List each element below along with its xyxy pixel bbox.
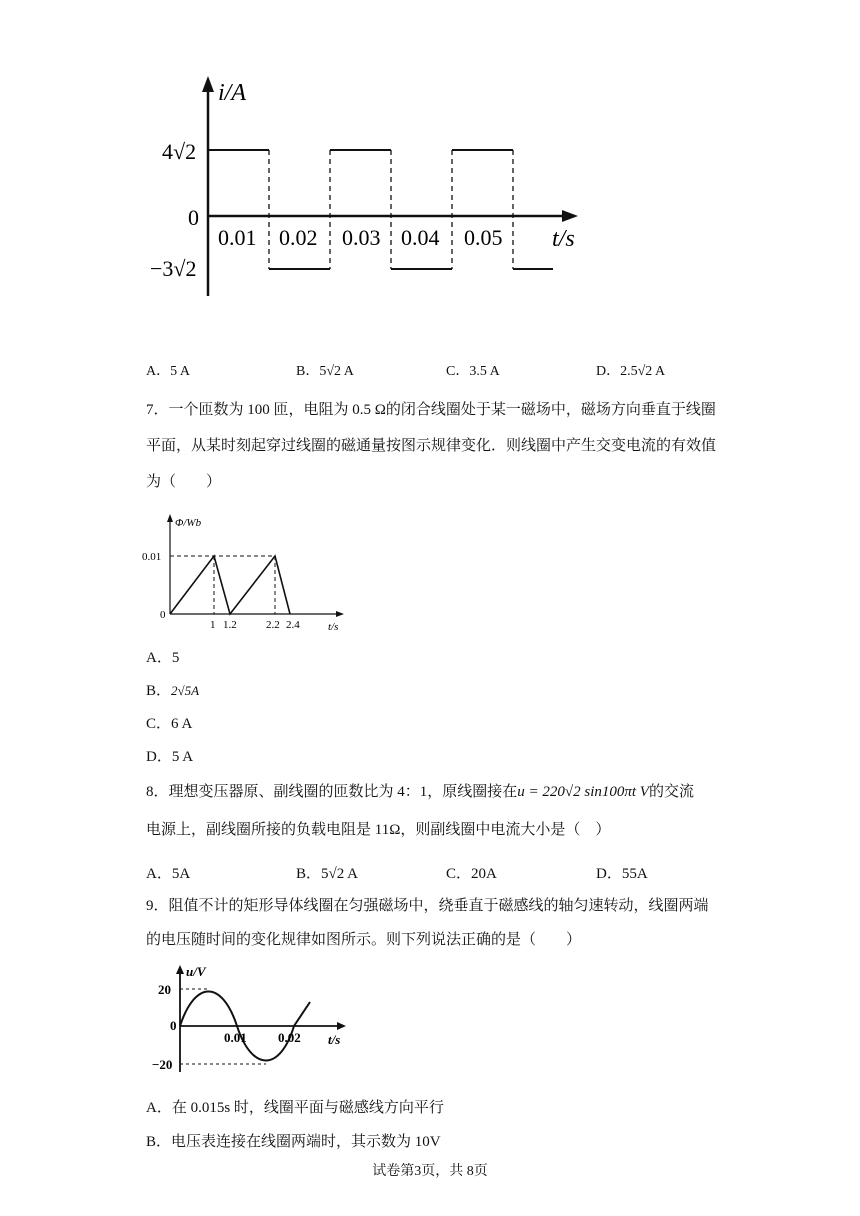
fig1-x-tick-3: 0.03 [342,225,381,250]
fig1-x-tick-2: 0.02 [279,225,318,250]
fig1-x-tick-1: 0.01 [218,225,257,250]
fig3-origin: 0 [170,1018,177,1033]
q8-text-line2: 电源上，副线圈所接的负载电阻是 11Ω，则副线圈中电流大小是（ ） [146,822,611,838]
q8-option-b[interactable]: B．5√2 A [296,866,359,882]
q8-option-d[interactable]: D．55A [596,866,648,882]
figure-flux-sawtooth [140,508,350,634]
fig1-y-zero: 0 [188,205,199,230]
q8-option-a[interactable]: A．5A [146,866,191,882]
q7-text-line3: 为（ ） [146,474,222,490]
fig3-x-tick-2: 0.02 [278,1030,301,1045]
q8-formula: u = 220√2 sin100πt V [517,784,649,800]
fig1-y-pos: 4√2 [162,139,197,164]
fig3-y-pos: 20 [158,982,171,997]
q6-option-c[interactable]: C．3.5 A [446,364,500,379]
q7-text-line2: 平面，从某时刻起穿过线圈的磁通量按图示规律变化．则线圈中产生交变电流的有效值 [146,438,717,454]
fig1-x-tick-5: 0.05 [464,225,503,250]
page-footer: 试卷第3页，共 8页 [372,1164,488,1179]
fig2-x-tick-3: 2.2 [266,619,280,631]
q9-text-line1: 9．阻值不计的矩形导体线圈在匀强磁场中，绕垂直于磁感线的轴匀速转动，线圈两端 [146,898,709,914]
q6-option-b[interactable]: B．5√2 A [296,364,354,379]
fig3-xlabel: t/s [328,1032,341,1047]
figure-voltage-sine-wave [150,960,360,1078]
q7-text-line1: 7．一个匝数为 100 匝，电阻为 0.5 Ω的闭合线圈处于某一磁场中，磁场方向垂直于线圈 [146,402,716,418]
fig3-x-tick-1: 0.01 [224,1030,247,1045]
fig2-ylabel: Φ/Wb [175,517,202,529]
q6-option-d[interactable]: D．2.5√2 A [596,364,666,379]
q7-option-b[interactable]: B．2√5A [146,683,200,699]
fig2-xlabel: t/s [328,621,339,633]
q8-option-c[interactable]: C．20A [446,866,497,882]
figure-current-square-wave [150,70,590,310]
fig2-x-tick-2: 1.2 [223,619,237,631]
q6-option-a[interactable]: A．5 A [146,364,190,379]
fig1-y-neg: −3√2 [150,256,197,281]
q9-option-b[interactable]: B．电压表连接在线圈两端时，其示数为 10V [146,1134,441,1150]
fig2-origin: 0 [160,609,166,621]
fig1-ylabel: i/A [218,80,246,106]
fig3-ylabel: u/V [186,964,206,979]
fig1-xlabel: t/s [552,226,575,252]
q7-option-d[interactable]: D．5 A [146,749,194,765]
fig2-x-tick-4: 2.4 [286,619,300,631]
fig2-y-tick: 0.01 [142,551,162,563]
fig3-y-neg: −20 [152,1057,173,1072]
q9-option-a[interactable]: A．在 0.015s 时，线圈平面与磁感线方向平行 [146,1100,444,1116]
fig1-x-tick-4: 0.04 [401,225,440,250]
fig2-x-tick-1: 1 [210,619,216,631]
q7-option-a[interactable]: A．5 [146,650,180,666]
q7-option-c[interactable]: C．6 A [146,716,193,732]
q9-text-line2: 的电压随时间的变化规律如图所示。则下列说法正确的是（ ） [146,932,582,948]
q8-text-line1: 8．理想变压器原、副线圈的匝数比为 4：1，原线圈接在u = 220√2 sin100πt V的交流 [146,784,694,800]
